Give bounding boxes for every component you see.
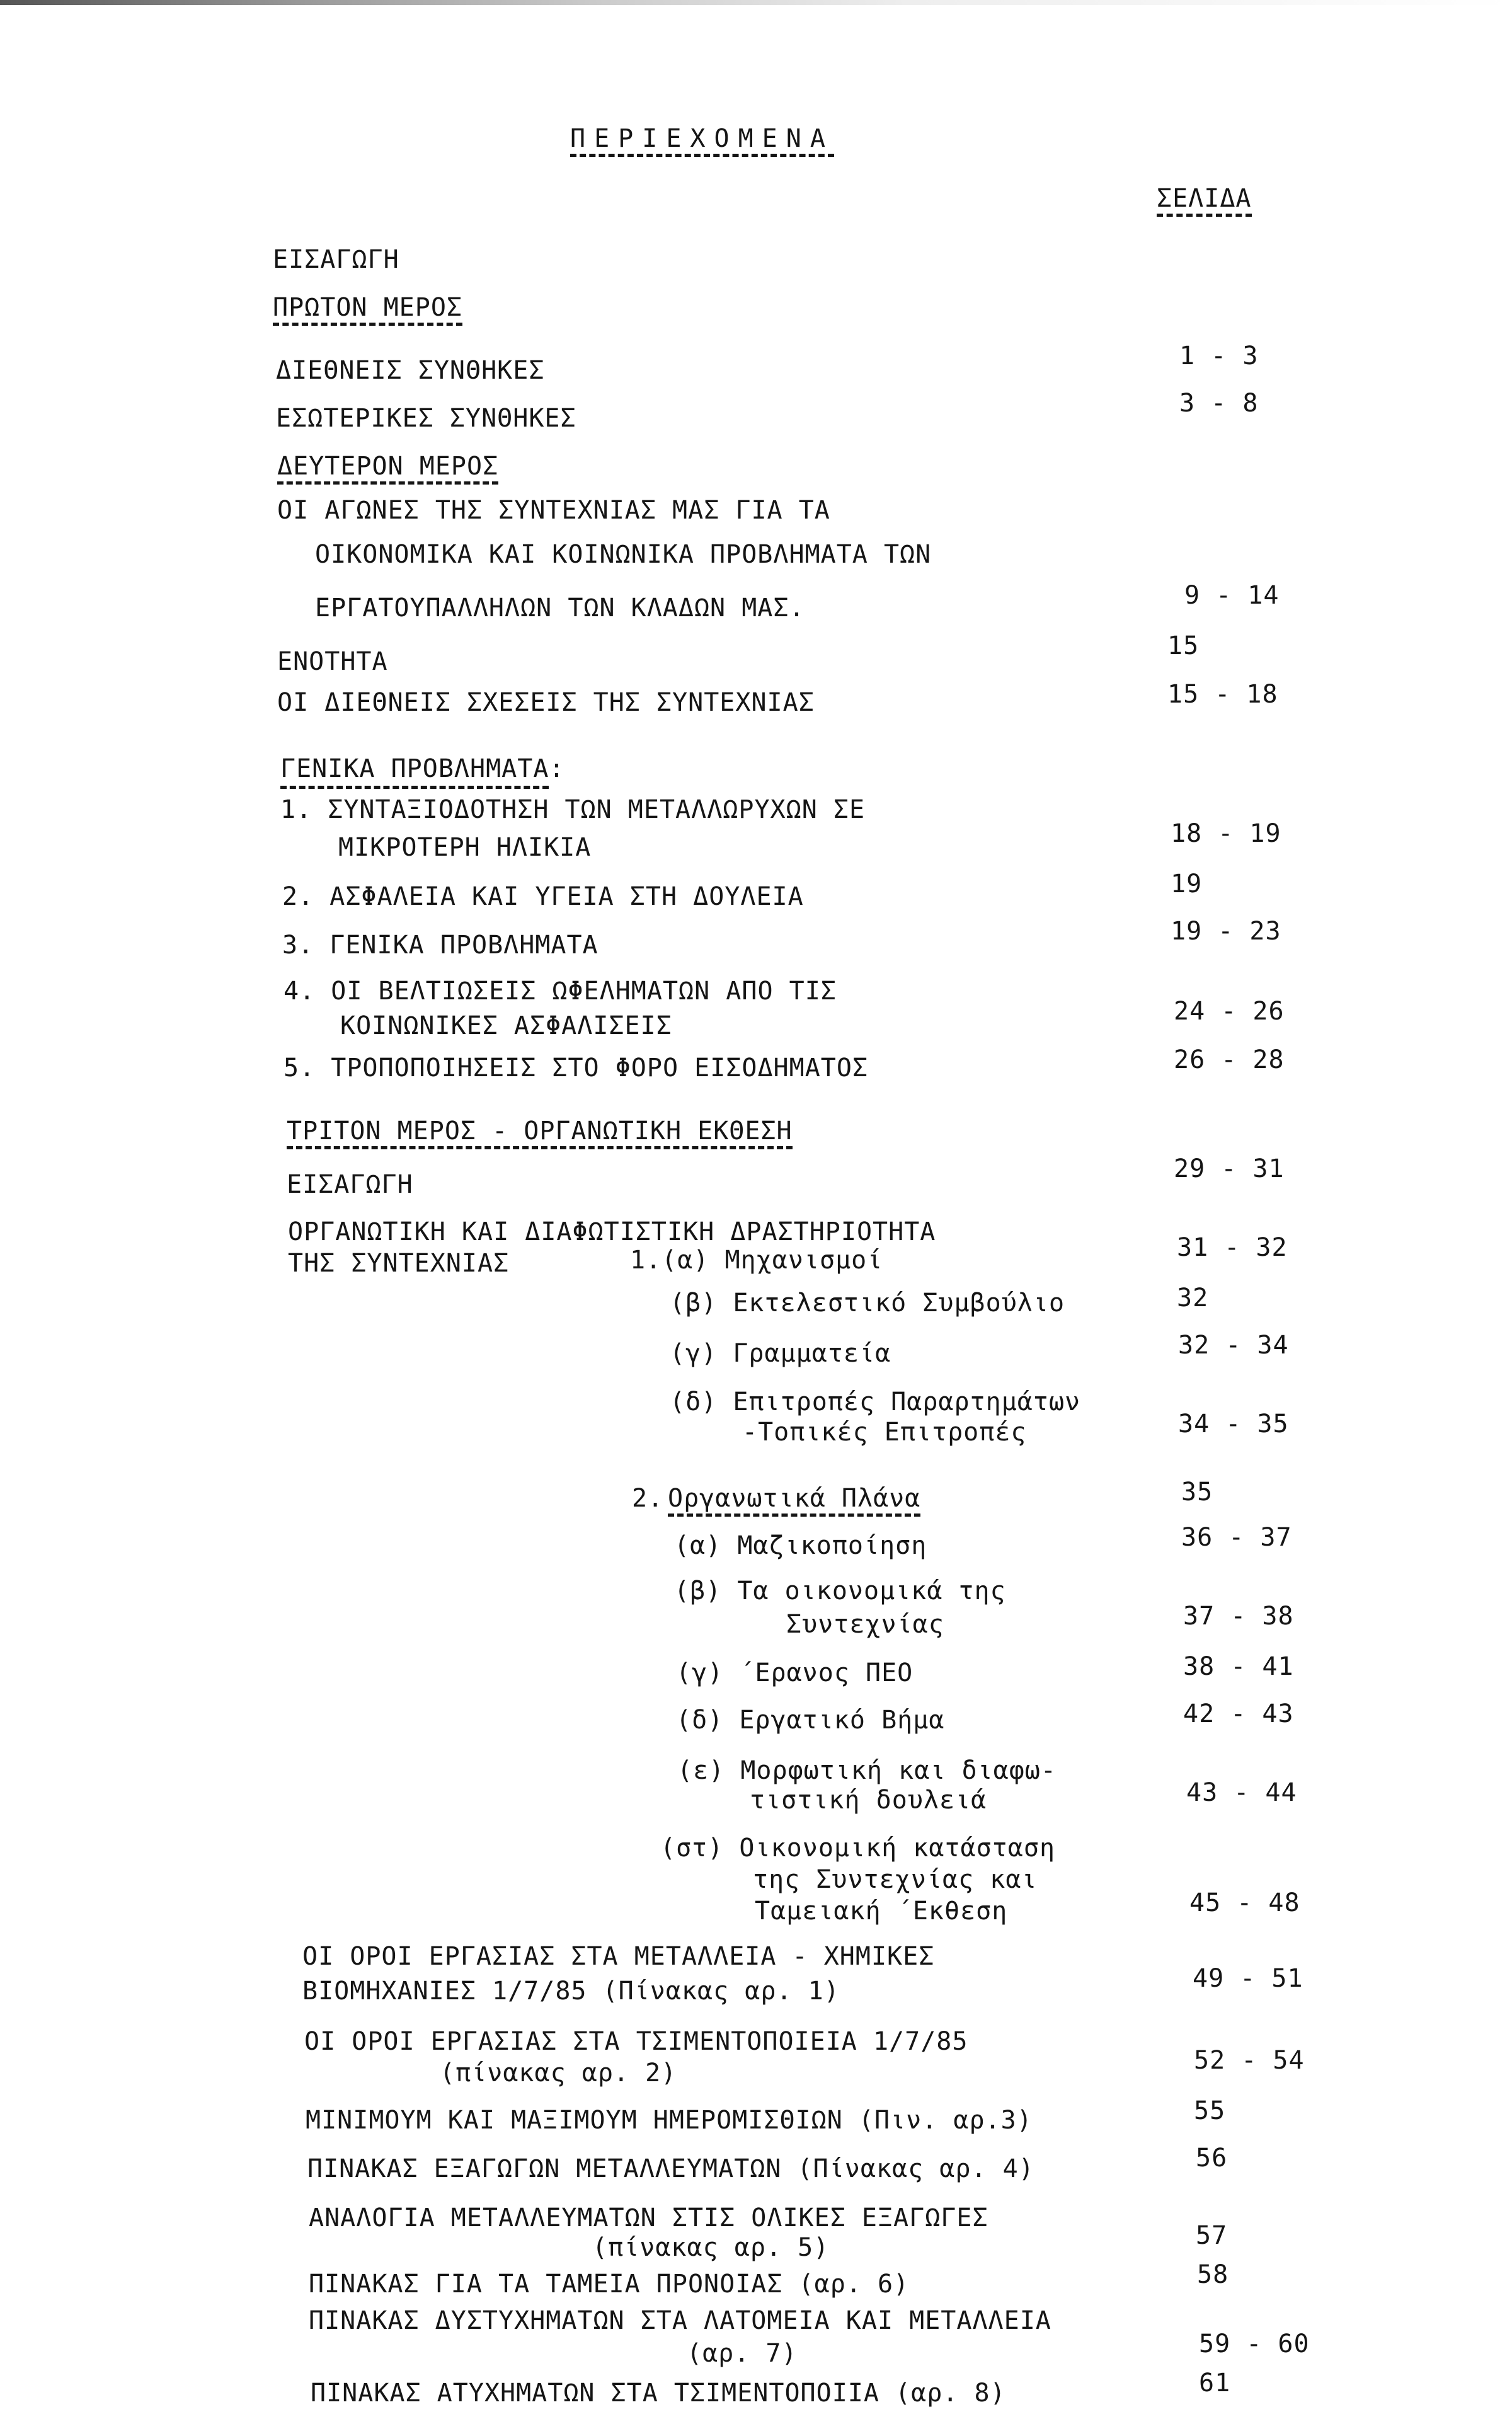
toc-entry: ΕΙΣΑΓΩΓΗ bbox=[287, 1170, 413, 1199]
toc-page: 1 - 3 bbox=[1179, 342, 1259, 370]
section-heading: ΔΕΥΤΕΡΟΝ ΜΕΡΟΣ bbox=[277, 454, 498, 485]
toc-entry: 4. ΟΙ ΒΕΛΤΙΩΣΕΙΣ ΩΦΕΛΗΜΑΤΩΝ ΑΠΟ ΤΙΣ bbox=[284, 977, 837, 1006]
toc-entry: ΑΝΑΛΟΓΙΑ ΜΕΤΑΛΛΕΥΜΑΤΩΝ ΣΤΙΣ ΟΛΙΚΕΣ ΕΞΑΓΩΓΕΣ bbox=[309, 2203, 988, 2232]
toc-subentry: (β) Τα οικονομικά της bbox=[674, 1577, 1006, 1605]
toc-page: 32 - 34 bbox=[1178, 1331, 1289, 1360]
toc-page: 15 bbox=[1167, 631, 1200, 660]
toc-page: 55 bbox=[1194, 2096, 1226, 2125]
toc-entry: ΠΙΝΑΚΑΣ ΕΞΑΓΩΓΩΝ ΜΕΤΑΛΛΕΥΜΑΤΩΝ (Πίνακας αρ. 4) bbox=[307, 2154, 1034, 2183]
toc-page: 37 - 38 bbox=[1183, 1602, 1294, 1631]
toc-subentry: (δ) Εργατικό Βήμα bbox=[676, 1706, 945, 1735]
toc-page: 18 - 19 bbox=[1171, 819, 1281, 848]
toc-page: 59 - 60 bbox=[1199, 2329, 1310, 2358]
section-heading-text: ΓΕΝΙΚΑ ΠΡΟΒΛΗΜΑΤΑ bbox=[280, 754, 549, 789]
section-heading: ΠΡΩΤΟΝ ΜΕΡΟΣ bbox=[273, 295, 462, 326]
toc-page: 42 - 43 bbox=[1183, 1699, 1294, 1728]
toc-page: 58 bbox=[1197, 2260, 1229, 2289]
toc-entry: ΠΙΝΑΚΑΣ ΓΙΑ ΤΑ ΤΑΜΕΙΑ ΠΡΟΝΟΙΑΣ (αρ. 6) bbox=[309, 2270, 910, 2299]
toc-entry: ΔΙΕΘΝΕΙΣ ΣΥΝΘΗΚΕΣ bbox=[276, 356, 545, 385]
toc-entry: ΤΗΣ ΣΥΝΤΕΧΝΙΑΣ bbox=[288, 1249, 510, 1278]
toc-page: 15 - 18 bbox=[1167, 680, 1278, 709]
toc-page: 31 - 32 bbox=[1177, 1233, 1288, 1262]
toc-page: 56 bbox=[1196, 2144, 1228, 2173]
toc-entry: ΟΙΚΟΝΟΜΙΚΑ ΚΑΙ ΚΟΙΝΩΝΙΚΑ ΠΡΟΒΛΗΜΑΤΑ ΤΩΝ bbox=[315, 540, 932, 569]
toc-page: 36 - 37 bbox=[1181, 1523, 1292, 1552]
toc-entry: ΠΙΝΑΚΑΣ ΑΤΥΧΗΜΑΤΩΝ ΣΤΑ ΤΣΙΜΕΝΤΟΠΟΙΙΑ (αρ. 8) bbox=[311, 2379, 1006, 2408]
toc-subentry: (β) Εκτελεστικό Συμβούλιο bbox=[670, 1289, 1065, 1318]
toc-entry: ΟΙ ΟΡΟΙ ΕΡΓΑΣΙΑΣ ΣΤΑ ΤΣΙΜΕΝΤΟΠΟΙΕΙΑ 1/7/85 bbox=[304, 2027, 968, 2056]
toc-subentry: Συντεχνίας bbox=[786, 1610, 944, 1639]
toc-subentry: (γ) Γραμματεία bbox=[670, 1339, 891, 1368]
toc-entry: ΜΙΝΙΜΟΥΜ ΚΑΙ ΜΑΞΙΜΟΥΜ ΗΜΕΡΟΜΙΣΘΙΩΝ (Πιν. αρ.3) bbox=[306, 2106, 1033, 2135]
toc-page: 61 bbox=[1199, 2369, 1231, 2398]
toc-page: 45 - 48 bbox=[1189, 1888, 1300, 1917]
toc-subentry: (γ) ΄Ερανος ΠΕΟ bbox=[676, 1658, 914, 1687]
page-column-header: ΣΕΛΙΔΑ bbox=[1157, 186, 1252, 217]
toc-subentry: της Συντεχνίας και bbox=[753, 1865, 1038, 1894]
toc-subentry: 1.(α) Μηχανισμοί bbox=[630, 1246, 883, 1275]
toc-page: 29 - 31 bbox=[1174, 1154, 1285, 1183]
toc-entry: 3. ΓΕΝΙΚΑ ΠΡΟΒΛΗΜΑΤΑ bbox=[282, 931, 598, 960]
toc-entry: ΕΣΩΤΕΡΙΚΕΣ ΣΥΝΘΗΚΕΣ bbox=[276, 404, 576, 433]
toc-entry: 5. ΤΡΟΠΟΠΟΙΗΣΕΙΣ ΣΤΟ ΦΟΡΟ ΕΙΣΟΔΗΜΑΤΟΣ bbox=[284, 1054, 869, 1083]
toc-page: 32 bbox=[1177, 1284, 1209, 1313]
toc-entry: ΕΙΣΑΓΩΓΗ bbox=[273, 245, 399, 274]
toc-page: 52 - 54 bbox=[1194, 2046, 1305, 2075]
toc-entry: ΚΟΙΝΩΝΙΚΕΣ ΑΣΦΑΛΙΣΕΙΣ bbox=[340, 1011, 672, 1040]
toc-page: 34 - 35 bbox=[1178, 1410, 1289, 1439]
toc-entry: ΒΙΟΜΗΧΑΝΙΕΣ 1/7/85 (Πίνακας αρ. 1) bbox=[302, 1977, 840, 2006]
toc-subentry: τιστική δουλειά bbox=[750, 1786, 987, 1815]
toc-subentry: -Τοπικές Επιτροπές bbox=[742, 1418, 1027, 1447]
toc-entry: ΕΡΓΑΤΟΥΠΑΛΛΗΛΩΝ ΤΩΝ ΚΛΑΔΩΝ ΜΑΣ. bbox=[315, 594, 805, 623]
toc-page: 26 - 28 bbox=[1174, 1045, 1285, 1074]
toc-entry: ΜΙΚΡΟΤΕΡΗ ΗΛΙΚΙΑ bbox=[338, 833, 592, 862]
toc-subentry: (στ) Οικονομική κατάσταση bbox=[660, 1834, 1056, 1863]
subsection-heading: Οργανωτικά Πλάνα bbox=[668, 1486, 920, 1517]
toc-entry: ΟΙ ΔΙΕΘΝΕΙΣ ΣΧΕΣΕΙΣ ΤΗΣ ΣΥΝΤΕΧΝΙΑΣ bbox=[277, 688, 815, 717]
toc-page: 38 - 41 bbox=[1183, 1652, 1294, 1681]
toc-entry: (πίνακας αρ. 5) bbox=[592, 2233, 830, 2262]
toc-page: 19 bbox=[1171, 870, 1203, 899]
toc-page: 9 - 14 bbox=[1184, 581, 1280, 610]
toc-entry: ΠΙΝΑΚΑΣ ΔΥΣΤΥΧΗΜΑΤΩΝ ΣΤΑ ΛΑΤΟΜΕΙΑ ΚΑΙ ΜΕΤΑΛΛΕΙΑ bbox=[309, 2306, 1051, 2335]
toc-entry: 2. ΑΣΦΑΛΕΙΑ ΚΑΙ ΥΓΕΙΑ ΣΤΗ ΔΟΥΛΕΙΑ bbox=[282, 882, 804, 911]
toc-page: 19 - 23 bbox=[1171, 917, 1281, 946]
toc-page: 35 bbox=[1181, 1478, 1213, 1507]
toc-page: 3 - 8 bbox=[1179, 389, 1259, 418]
toc-subentry: (α) Μαζικοποίηση bbox=[674, 1531, 927, 1560]
toc-entry: ΟΙ ΑΓΩΝΕΣ ΤΗΣ ΣΥΝΤΕΧΝΙΑΣ ΜΑΣ ΓΙΑ ΤΑ bbox=[277, 496, 830, 525]
page-title: ΠΕΡΙΕΧΟΜΕΝΑ bbox=[570, 126, 834, 157]
section-heading: ΤΡΙΤΟΝ ΜΕΡΟΣ - ΟΡΓΑΝΩΤΙΚΗ ΕΚΘΕΣΗ bbox=[287, 1118, 793, 1149]
toc-page: 49 - 51 bbox=[1193, 1964, 1303, 1993]
toc-subentry: (ε) Μορφωτική και διαφω- bbox=[677, 1756, 1057, 1785]
toc-entry: ΟΙ ΟΡΟΙ ΕΡΓΑΣΙΑΣ ΣΤΑ ΜΕΤΑΛΛΕΙΑ - ΧΗΜΙΚΕΣ bbox=[302, 1942, 935, 1971]
section-heading bbox=[280, 756, 565, 781]
toc-entry: ΟΡΓΑΝΩΤΙΚΗ ΚΑΙ ΔΙΑΦΩΤΙΣΤΙΚΗ ΔΡΑΣΤΗΡΙΟΤΗΤΑ bbox=[288, 1217, 936, 1246]
toc-subentry: Ταμειακή ΄Εκθεση bbox=[755, 1897, 1008, 1926]
toc-subentry: (δ) Επιτροπές Παραρτημάτων bbox=[670, 1387, 1081, 1416]
toc-page: 24 - 26 bbox=[1174, 997, 1285, 1026]
scan-edge bbox=[0, 0, 1512, 5]
section-heading-colon: : bbox=[549, 754, 565, 783]
toc-page: 57 bbox=[1196, 2221, 1228, 2250]
toc-entry: ΕΝΟΤΗΤΑ bbox=[277, 647, 388, 676]
toc-page: 43 - 44 bbox=[1186, 1778, 1297, 1807]
toc-entry: (αρ. 7) bbox=[687, 2339, 798, 2368]
toc-entry: 1. ΣΥΝΤΑΞΙΟΔΟΤΗΣΗ ΤΩΝ ΜΕΤΑΛΛΩΡΥΧΩΝ ΣΕ bbox=[280, 795, 866, 824]
toc-subentry: 2. bbox=[632, 1484, 664, 1513]
toc-entry: (πίνακας αρ. 2) bbox=[440, 2059, 677, 2088]
